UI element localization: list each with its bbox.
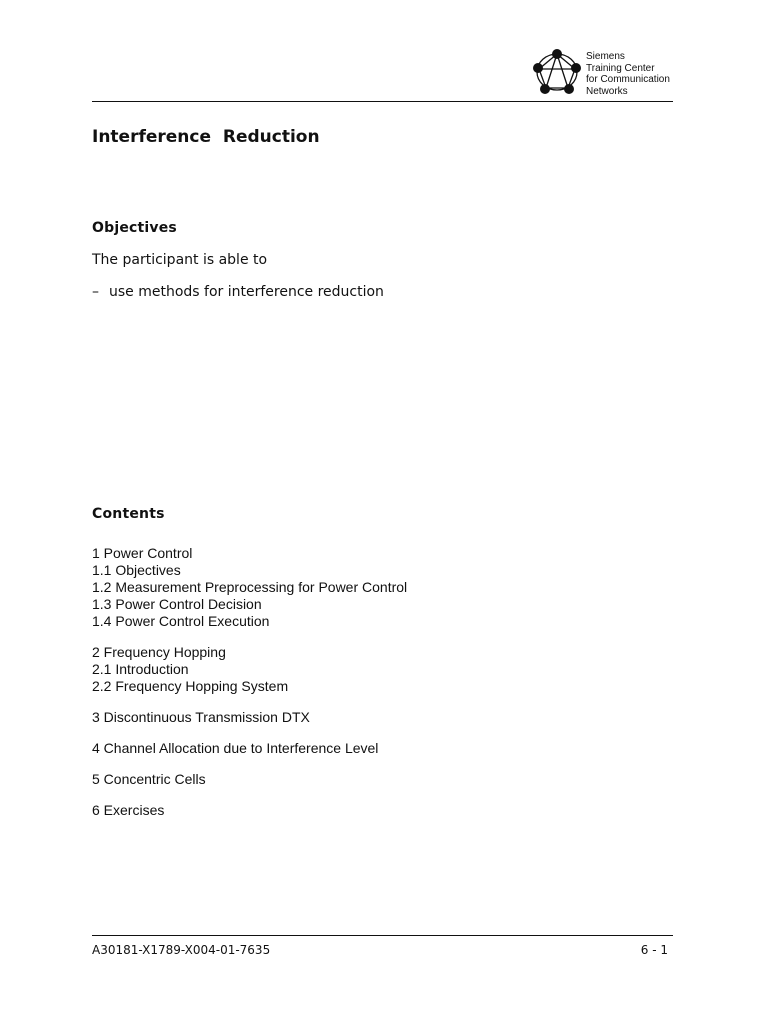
page-number: 6 - 1 — [640, 943, 668, 957]
toc-entry: 2.1 Introduction — [92, 661, 189, 677]
company-line: Training Center — [586, 62, 655, 74]
toc-group — [92, 644, 407, 695]
toc-group — [92, 545, 407, 630]
table-of-contents — [92, 545, 407, 833]
toc-entry: 1.3 Power Control Decision — [92, 596, 262, 612]
toc-entry: 3 Discontinuous Transmission DTX — [92, 709, 310, 725]
bullet-marker: – — [92, 284, 99, 300]
objectives-intro: The participant is able to — [92, 252, 268, 268]
contents-heading: Contents — [92, 506, 165, 522]
page-title: Interference Reduction — [92, 127, 320, 147]
toc-entry: 5 Concentric Cells — [92, 771, 206, 787]
objective-bullet — [92, 284, 384, 300]
toc-entry: 2.2 Frequency Hopping System — [92, 678, 289, 694]
company-name-block — [586, 51, 670, 97]
company-line: for Communication — [586, 74, 670, 85]
toc-entry: 2 Frequency Hopping — [92, 644, 226, 660]
toc-entry: 1.4 Power Control Execution — [92, 613, 270, 629]
document-id: A30181-X1789-X004-01-7635 — [92, 943, 271, 957]
company-line: Siemens — [586, 51, 625, 62]
toc-entry: 4 Channel Allocation due to Interference Level — [92, 740, 379, 756]
toc-group — [92, 771, 407, 788]
toc-group — [92, 709, 407, 726]
footer-divider — [92, 935, 673, 936]
objective-text: use methods for interference reduction — [109, 284, 384, 300]
siemens-network-logo-icon — [530, 48, 584, 96]
toc-entry: 1.2 Measurement Preprocessing for Power Control — [92, 579, 408, 595]
company-line: Networks — [586, 85, 628, 97]
toc-entry: 1 Power Control — [92, 545, 193, 561]
header-divider — [92, 101, 673, 102]
toc-entry: 6 Exercises — [92, 802, 165, 818]
toc-entry: 1.1 Objectives — [92, 562, 181, 578]
toc-group — [92, 802, 407, 819]
toc-group — [92, 740, 407, 757]
objectives-heading: Objectives — [92, 220, 177, 236]
